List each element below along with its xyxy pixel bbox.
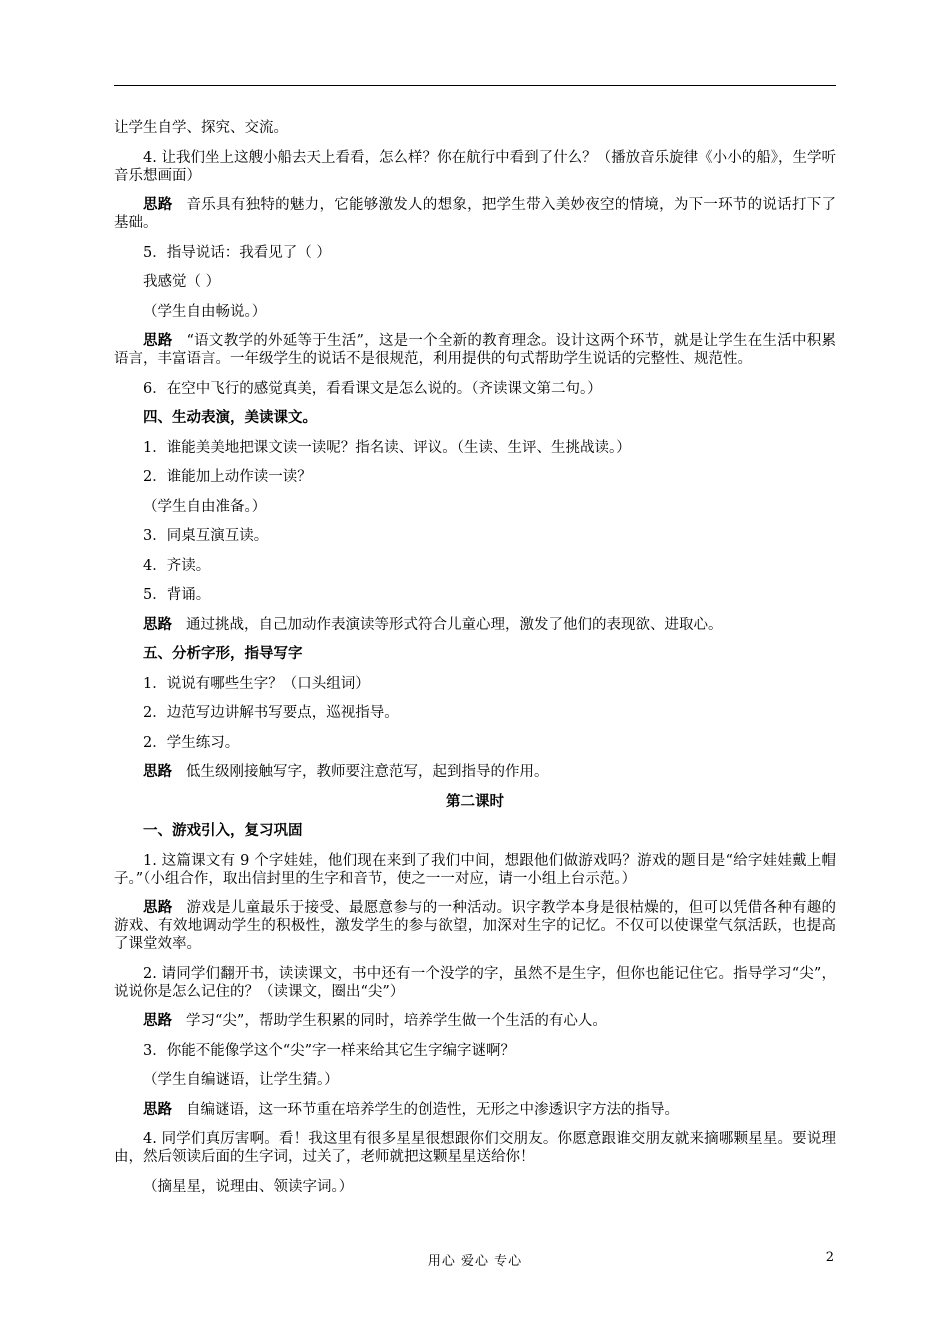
body-paragraph bbox=[114, 965, 836, 1001]
body-paragraph bbox=[114, 1042, 836, 1060]
paragraph-text: 让学生自学、探究、交流。 bbox=[114, 120, 288, 136]
section-title bbox=[114, 793, 836, 811]
body-paragraph bbox=[114, 303, 836, 321]
paragraph-text: 3．你能不能像学这个“尖”字一样来给其它生字编字谜啊？ bbox=[143, 1042, 516, 1059]
page-number: 2 bbox=[825, 1250, 834, 1265]
body-paragraph bbox=[114, 119, 836, 137]
paragraph-text: 一、游戏引入，复习巩固 bbox=[143, 822, 303, 839]
paragraph-text: （学生自由准备。） bbox=[143, 498, 267, 515]
commentary-paragraph bbox=[114, 196, 836, 232]
paragraph-text: 通过挑战，自己加动作表演读等形式符合儿童心理，激发了他们的表现欲、进取心。 bbox=[186, 616, 723, 633]
paragraph-text: 低生级刚接触写字，教师要注意范写，起到指导的作用。 bbox=[186, 764, 549, 780]
header-rule bbox=[114, 85, 836, 86]
body-paragraph bbox=[114, 675, 836, 693]
commentary-label: 思路 bbox=[143, 899, 173, 916]
body-paragraph bbox=[114, 557, 836, 575]
commentary-label: 思路 bbox=[143, 615, 172, 633]
section-heading bbox=[114, 645, 836, 663]
paragraph-text: 2. 请同学们翻开书，读读课文，书中还有一个没学的字，虽然不是生字，但你也能记住它。指导学习“尖”，说说你是怎么记住的？（读课文，圈出“尖”） bbox=[114, 965, 836, 1000]
paragraph-text: 4. 让我们坐上这艘小船去天上看看，怎么样？你在航行中看到了什么？（播放音乐旋律《小小的船》，生学听音乐想画面） bbox=[114, 149, 836, 184]
body-paragraph bbox=[114, 586, 836, 604]
commentary-paragraph bbox=[114, 763, 836, 781]
body-paragraph bbox=[114, 1071, 836, 1089]
body-paragraph bbox=[114, 704, 836, 722]
commentary-paragraph bbox=[114, 1101, 836, 1119]
paragraph-text: 4．齐读。 bbox=[143, 557, 211, 574]
body-paragraph bbox=[114, 498, 836, 516]
commentary-paragraph bbox=[114, 616, 836, 634]
commentary-label: 思路 bbox=[143, 1100, 172, 1118]
paragraph-text: 2．学生练习。 bbox=[143, 734, 240, 751]
paragraph-text: 4. 同学们真厉害啊。看！我这里有很多星星很想跟你们交朋友。你愿意跟谁交朋友就来摘哪颗星星。要说理由，然后领读后面的生字词，过关了，老师就把这颗星星送给你！ bbox=[114, 1131, 836, 1165]
paragraph-text: 2．边范写边讲解书写要点，巡视指导。 bbox=[143, 705, 399, 721]
paragraph-text: “语文教学的外延等于生活”，这是一个全新的教育理念。设计这两个环节，就是让学生在生活中积累语言，丰富语言。一年级学生的说话不是很规范，利用提供的句式帮助学生说话的完整性、规范性。 bbox=[114, 333, 837, 367]
paragraph-text: 5．指导说话：我看见了（ ） bbox=[143, 244, 331, 261]
body-paragraph bbox=[114, 852, 836, 888]
paragraph-text: 1．谁能美美地把课文读一读呢？指名读、评议。（生读、生评、生挑战读。） bbox=[143, 439, 631, 456]
paragraph-text: 2．谁能加上动作读一读？ bbox=[143, 469, 312, 485]
paragraph-text: 学习“尖”，帮助学生积累的同时，培养学生做一个生活的有心人。 bbox=[186, 1013, 607, 1029]
commentary-paragraph bbox=[114, 899, 836, 953]
paragraph-text: 我感觉（ ） bbox=[143, 274, 221, 290]
body-paragraph bbox=[114, 380, 836, 398]
footer-motto: 用心 爱心 专心 bbox=[427, 1254, 523, 1269]
paragraph-text: 3．同桌互演互读。 bbox=[143, 528, 269, 544]
paragraph-text: 5．背诵。 bbox=[143, 587, 211, 603]
commentary-paragraph bbox=[114, 1012, 836, 1030]
paragraph-text: 1．说说有哪些生字？（口头组词） bbox=[143, 675, 370, 692]
paragraph-text: 四、生动表演，美读课文。 bbox=[143, 409, 317, 426]
body-paragraph bbox=[114, 439, 836, 457]
paragraph-text: 1. 这篇课文有 9 个字娃娃，他们现在来到了我们中间，想跟他们做游戏吗？游戏的题目是“给字娃娃戴上帽子。”（小组合作，取出信封里的生字和音节，使之一一对应，请一小组上台示范。） bbox=[114, 852, 836, 887]
document-body bbox=[114, 119, 836, 1207]
paragraph-text: 五、分析字形，指导写字 bbox=[143, 645, 303, 662]
paragraph-text: 自编谜语，这一环节重在培养学生的创造性，无形之中渗透识字方法的指导。 bbox=[186, 1101, 679, 1118]
commentary-label: 思路 bbox=[143, 1012, 172, 1029]
commentary-label: 思路 bbox=[143, 763, 172, 780]
body-paragraph bbox=[114, 1178, 836, 1196]
body-paragraph bbox=[114, 734, 836, 752]
paragraph-text: （学生自由畅说。） bbox=[143, 303, 267, 320]
paragraph-text: （学生自编谜语，让学生猜。） bbox=[143, 1072, 339, 1088]
paragraph-text: 第二课时 bbox=[446, 792, 504, 810]
paragraph-text: （摘星星，说理由、领读字词。） bbox=[143, 1178, 354, 1195]
body-paragraph bbox=[114, 1130, 836, 1166]
section-heading bbox=[114, 409, 836, 427]
body-paragraph bbox=[114, 468, 836, 486]
commentary-label: 思路 bbox=[143, 332, 173, 349]
paragraph-text: 游戏是儿童最乐于接受、最愿意参与的一种活动。识字教学本身是很枯燥的，但可以凭借各种有趣的游戏、有效地调动学生的积极性，激发学生的参与欲望，加深对生字的记忆。不仅可以使课堂气氛活跃，也提高了课堂效率。 bbox=[114, 900, 837, 952]
body-paragraph bbox=[114, 273, 836, 291]
body-paragraph bbox=[114, 244, 836, 262]
commentary-label: 思路 bbox=[143, 196, 173, 213]
section-heading bbox=[114, 822, 836, 840]
body-paragraph bbox=[114, 527, 836, 545]
paragraph-text: 6．在空中飞行的感觉真美，看看课文是怎么说的。（齐读课文第二句。） bbox=[143, 380, 602, 397]
body-paragraph bbox=[114, 149, 836, 185]
paragraph-text: 音乐具有独特的魅力，它能够激发人的想象，把学生带入美妙夜空的情境，为下一环节的说话打下了基础。 bbox=[114, 197, 837, 231]
commentary-paragraph bbox=[114, 332, 836, 368]
